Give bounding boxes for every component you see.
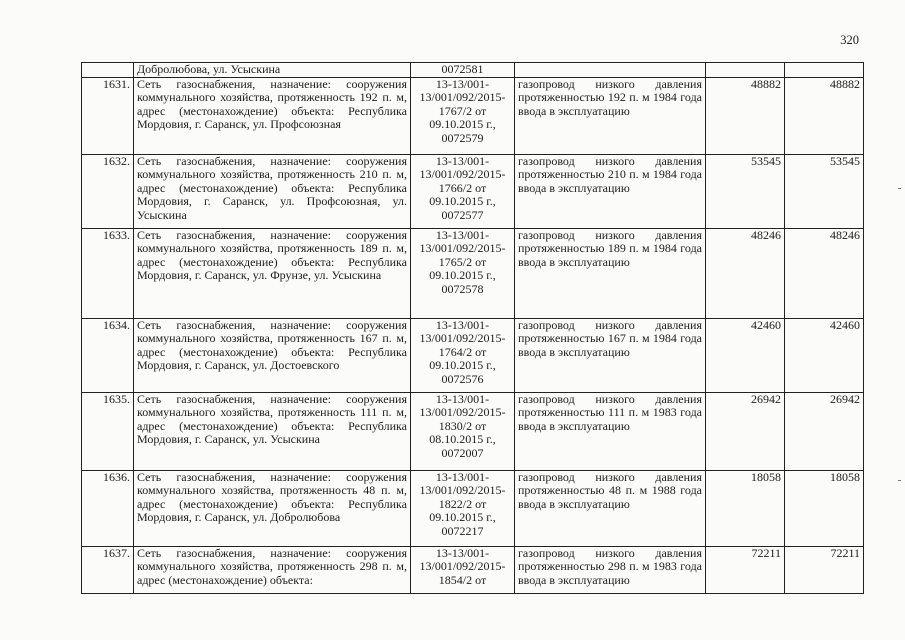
description-cell: газопровод низкого давления протяженностью 111 п. м 1983 года ввода в эксплуатацию: [515, 392, 706, 470]
row-number-cell: 1634.: [82, 318, 134, 392]
object-name-cell: Добролюбова, ул. Усыскина: [134, 63, 411, 78]
registration-cell: 13-13/001-13/001/092/2015-1854/2 от: [411, 546, 515, 593]
table-row-continued: [82, 63, 864, 78]
table-row: [82, 392, 864, 470]
row-number-cell: 1632.: [82, 154, 134, 228]
registration-cell: 13-13/001-13/001/092/2015-1767/2 от 09.10.2015 г., 0072579: [411, 77, 515, 154]
table-row: [82, 318, 864, 392]
value-cell-1: 26942: [706, 392, 785, 470]
table-row: [82, 154, 864, 228]
scan-mark: [898, 480, 901, 481]
value-cell-2: 26942: [785, 392, 864, 470]
value-cell-2: 53545: [785, 154, 864, 228]
row-number-cell: 1631.: [82, 77, 134, 154]
object-name-cell: Сеть газоснабжения, назначение: сооружения коммунального хозяйства, протяженность 298 п. м, адрес (местонахождение) объекта:: [134, 546, 411, 593]
object-name-cell: Сеть газоснабжения, назначение: сооружения коммунального хозяйства, протяженность 111 п. м, адрес (местонахождение) объекта: Республика Мордовия, г. Саранск, ул. Усыскина: [134, 392, 411, 470]
table-row: [82, 77, 864, 154]
table-row: [82, 546, 864, 593]
row-number-cell: 1633.: [82, 228, 134, 318]
value-cell-2: 48246: [785, 228, 864, 318]
description-cell: газопровод низкого давления протяженностью 192 п. м 1984 года ввода в эксплуатацию: [515, 77, 706, 154]
value-cell-1: 42460: [706, 318, 785, 392]
row-number-cell: 1635.: [82, 392, 134, 470]
row-number-cell: [82, 63, 134, 78]
value-cell-1: 72211: [706, 546, 785, 593]
value-cell-2: 72211: [785, 546, 864, 593]
value-cell-1: [706, 63, 785, 78]
description-cell: газопровод низкого давления протяженностью 298 п. м 1983 года ввода в эксплуатацию: [515, 546, 706, 593]
row-number-cell: 1637.: [82, 546, 134, 593]
registration-cell: 13-13/001-13/001/092/2015-1822/2 от 09.10.2015 г., 0072217: [411, 470, 515, 546]
registration-cell: 0072581: [411, 63, 515, 78]
table-row: [82, 228, 864, 318]
description-cell: [515, 63, 706, 78]
value-cell-2: [785, 63, 864, 78]
value-cell-2: 18058: [785, 470, 864, 546]
value-cell-1: 48246: [706, 228, 785, 318]
registry-table: [81, 62, 864, 594]
page-number: 320: [840, 33, 859, 47]
registration-cell: 13-13/001-13/001/092/2015-1764/2 от 09.10.2015 г., 0072576: [411, 318, 515, 392]
object-name-cell: Сеть газоснабжения, назначение: сооружения коммунального хозяйства, протяженность 167 п. м, адрес (местонахождение) объекта: Республика Мордовия, г. Саранск, ул. Достоевского: [134, 318, 411, 392]
value-cell-1: 53545: [706, 154, 785, 228]
object-name-cell: Сеть газоснабжения, назначение: сооружения коммунального хозяйства, протяженность 210 п. м, адрес (местонахождение) объекта: Республика Мордовия, г. Саранск, ул. Профсоюзная, ул. Усыскина: [134, 154, 411, 228]
registration-cell: 13-13/001-13/001/092/2015-1765/2 от 09.10.2015 г., 0072578: [411, 228, 515, 318]
description-cell: газопровод низкого давления протяженностью 167 п. м 1984 года ввода в эксплуатацию: [515, 318, 706, 392]
object-name-cell: Сеть газоснабжения, назначение: сооружения коммунального хозяйства, протяженность 192 п. м, адрес (местонахождение) объекта: Республика Мордовия, г. Саранск, ул. Профсоюзная: [134, 77, 411, 154]
value-cell-1: 18058: [706, 470, 785, 546]
table-row: [82, 470, 864, 546]
description-cell: газопровод низкого давления протяженностью 48 п. м 1988 года ввода в эксплуатацию: [515, 470, 706, 546]
object-name-cell: Сеть газоснабжения, назначение: сооружения коммунального хозяйства, протяженность 48 п. м, адрес (местонахождение) объекта: Республика Мордовия, г. Саранск, ул. Добролюбова: [134, 470, 411, 546]
object-name-cell: Сеть газоснабжения, назначение: сооружения коммунального хозяйства, протяженность 189 п. м, адрес (местонахождение) объекта: Республика Мордовия, г. Саранск, ул. Фрунзе, ул. Усыскина: [134, 228, 411, 318]
row-number-cell: 1636.: [82, 470, 134, 546]
value-cell-1: 48882: [706, 77, 785, 154]
description-cell: газопровод низкого давления протяженностью 189 п. м 1984 года ввода в эксплуатацию: [515, 228, 706, 318]
value-cell-2: 42460: [785, 318, 864, 392]
scan-mark: [898, 188, 901, 189]
registration-cell: 13-13/001-13/001/092/2015-1830/2 от 08.10.2015 г., 0072007: [411, 392, 515, 470]
registration-cell: 13-13/001-13/001/092/2015-1766/2 от 09.10.2015 г., 0072577: [411, 154, 515, 228]
description-cell: газопровод низкого давления протяженностью 210 п. м 1984 года ввода в эксплуатацию: [515, 154, 706, 228]
value-cell-2: 48882: [785, 77, 864, 154]
